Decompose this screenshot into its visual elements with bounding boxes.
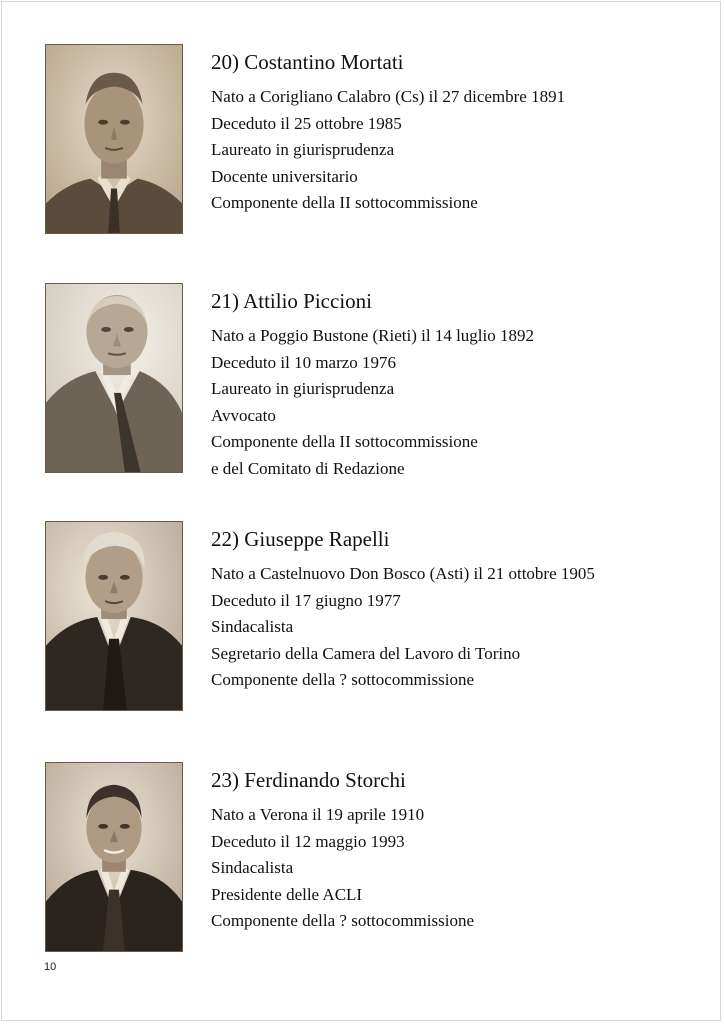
bio-line-commission: Componente della ? sottocommissione	[211, 911, 474, 930]
bio-line-profession: Sindacalista	[211, 617, 294, 636]
person-name: 23) Ferdinando Storchi	[211, 768, 406, 792]
bio-line-profession: Avvocato	[211, 405, 276, 425]
bio-line-commission: Componente della II sottocommissione	[211, 432, 478, 451]
bio-line-birth: Nato a Castelnuovo Don Bosco (Asti) il 21 ottobre 1905	[211, 564, 595, 583]
bio-line-birth: Nato a Corigliano Calabro (Cs) il 27 dicembre 1891	[211, 87, 566, 106]
bio-line-birth: Nato a Verona il 19 aprile 1910	[211, 805, 425, 824]
bio-line-birth: Nato a Poggio Bustone (Rieti) il 14 luglio 1892	[211, 326, 534, 345]
person-name: 20) Costantino Mortati	[211, 50, 404, 74]
portrait-photo	[45, 762, 183, 952]
portrait-photo	[45, 521, 183, 711]
page-number: 10	[44, 961, 57, 973]
bio-line-death: Deceduto il 17 giugno 1977	[211, 590, 401, 610]
bio-line-degree: Laureato in giurisprudenza	[211, 379, 395, 398]
bio-line-death: Deceduto il 12 maggio 1993	[211, 831, 405, 851]
bio-line-role: Presidente delle ACLI	[211, 884, 363, 904]
bio-line-commission: Componente della ? sottocommissione	[211, 670, 474, 689]
portrait-photo	[45, 283, 183, 473]
biography-entry	[45, 283, 685, 478]
bio-line-death: Deceduto il 25 ottobre 1985	[211, 113, 402, 133]
biography-entry	[45, 762, 685, 954]
bio-line-profession: Sindacalista	[211, 858, 294, 877]
bio-line-role: Segretario della Camera del Lavoro di Torino	[211, 643, 521, 663]
portrait-photo	[45, 44, 183, 234]
bio-line-death: Deceduto il 10 marzo 1976	[211, 352, 397, 372]
bio-line-degree: Laureato in giurisprudenza	[211, 140, 395, 159]
biography-entry	[45, 521, 685, 713]
person-name: 21) Attilio Piccioni	[211, 289, 372, 313]
bio-line-profession: Docente universitario	[211, 166, 358, 186]
person-name: 22) Giuseppe Rapelli	[211, 527, 390, 551]
bio-line-commission: Componente della II sottocommissione	[211, 193, 478, 212]
biography-entry	[45, 44, 685, 236]
bio-line-committee: e del Comitato di Redazione	[211, 458, 405, 478]
